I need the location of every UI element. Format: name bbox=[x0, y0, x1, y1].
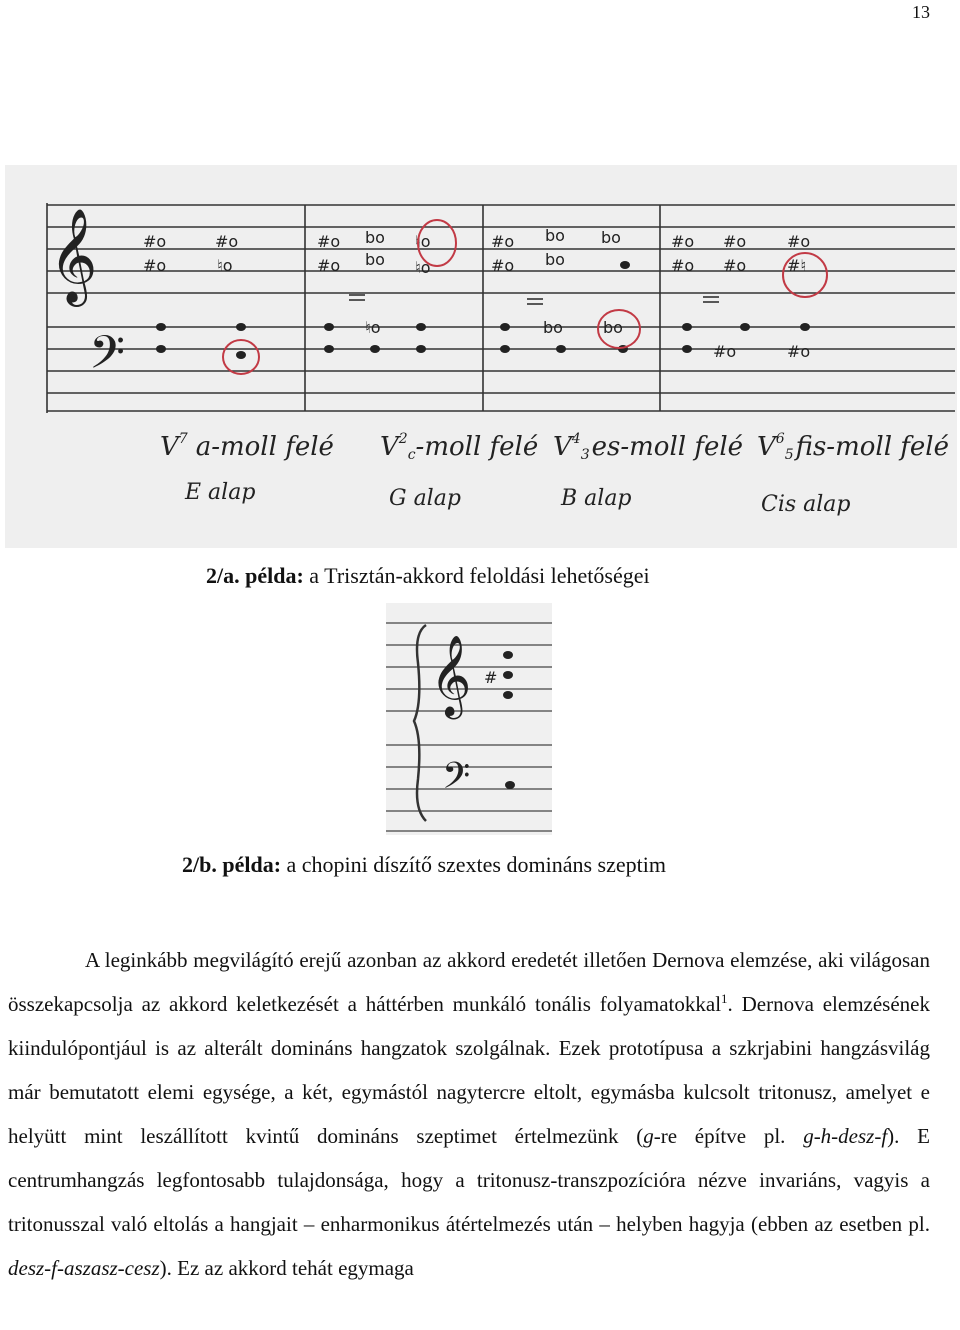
enharmonic-equals bbox=[349, 295, 719, 304]
svg-text:#o: #o bbox=[713, 342, 737, 361]
svg-text:#o: #o bbox=[671, 232, 695, 251]
svg-text:V43es-moll felé: $V^4_3es$-moll felé bbox=[553, 431, 744, 463]
svg-text:#o: #o bbox=[143, 232, 167, 251]
chord-noteheads bbox=[484, 651, 515, 789]
svg-text:E alap: E alap bbox=[185, 480, 256, 505]
label-row-1 bbox=[160, 431, 949, 463]
svg-text:#o: #o bbox=[671, 256, 695, 275]
svg-text:#o: #o bbox=[317, 256, 341, 275]
svg-text:B alap: B alap bbox=[561, 486, 632, 511]
svg-text:#: # bbox=[484, 668, 498, 687]
svg-text:#o: #o bbox=[723, 232, 747, 251]
label-row-2 bbox=[184, 480, 851, 517]
svg-text:#o: #o bbox=[491, 232, 515, 251]
svg-text:#o: #o bbox=[491, 256, 515, 275]
svg-text:bo: bo bbox=[601, 228, 621, 247]
svg-text:bo: bo bbox=[545, 226, 565, 245]
svg-text:bo: bo bbox=[545, 250, 565, 269]
bar-lines bbox=[47, 203, 660, 413]
svg-text:#o: #o bbox=[787, 232, 811, 251]
figure-2b-caption: 2/b. példa: a chopini díszítő szextes domináns szeptim bbox=[182, 852, 666, 877]
svg-text:bo: bo bbox=[365, 250, 385, 269]
bass-clef: 𝄢 bbox=[442, 755, 471, 806]
figure-2b-score-image bbox=[386, 603, 552, 835]
svg-text:#o: #o bbox=[723, 256, 747, 275]
svg-text:bo: bo bbox=[603, 318, 623, 337]
svg-text:#o: #o bbox=[143, 256, 167, 275]
svg-text:#o: #o bbox=[787, 342, 811, 361]
svg-text:#o: #o bbox=[215, 232, 239, 251]
svg-text:bo: bo bbox=[365, 228, 385, 247]
svg-text:#o: #o bbox=[317, 232, 341, 251]
treble-clef: 𝄞 bbox=[430, 634, 472, 716]
svg-text:Cis alap: Cis alap bbox=[761, 492, 851, 517]
footnote-ref[interactable]: 1 bbox=[721, 991, 728, 1006]
svg-text:G alap: G alap bbox=[389, 486, 461, 511]
svg-text:♮o: ♮o bbox=[365, 318, 381, 337]
svg-text:V7a-moll felé: $V^7$ a-moll felé bbox=[160, 431, 334, 462]
svg-text:V2c-moll felé: $V^2_c$-moll felé bbox=[380, 431, 539, 463]
svg-text:V65fis-moll felé: $V^6_5fis$-moll felé bbox=[757, 431, 950, 463]
svg-text:♮o: ♮o bbox=[415, 258, 431, 277]
svg-text:#♮: #♮ bbox=[787, 256, 807, 275]
bass-clef: 𝄢 bbox=[89, 326, 126, 391]
bass-staff bbox=[47, 327, 955, 411]
svg-text:bo: bo bbox=[543, 318, 563, 337]
page-number: 13 bbox=[912, 2, 930, 22]
svg-text:♮o: ♮o bbox=[415, 232, 431, 251]
treble-clef: 𝄞 bbox=[49, 208, 98, 303]
figure-2a-score-image bbox=[5, 165, 957, 548]
svg-text:♮o: ♮o bbox=[217, 256, 233, 275]
brace bbox=[414, 625, 426, 821]
figure-2a-caption: 2/a. példa: a Trisztán-akkord feloldási lehetőségei bbox=[206, 563, 650, 588]
body-paragraph: A leginkább megvilágító erejű azonban az akkord eredetét illetően Dernova elemzése, aki világosan összekapcsolja az akkord keletkezését a háttérben munkáló tonális folyamatokkal$^1$. Dernova elemzésének kiindulópontjául is az alterált domináns hangzatok szolgálnak. Ezek prototípusa a szkrjabini hangzásvilág már bemutatott elemi egysége, a két, egymástól nagytercre eltolt, egymásba kulcsolt tritonusz, amelyet e helyütt mint leszállított kvintű domináns szeptimet értelmezünk (g-re építve pl. g-h-desz-f). E centrumhangzás legfontosabb tulajdonsága, hogy a tritonusz-transzpozícióra nézve invariáns, vagyis a tritonusszal való eltolás a hangjait – enharmonikus átértelmezés után – helyben hagyja (ebben az esetben pl. desz-f-aszasz-cesz). Ez az akkord tehát egymaga bbox=[8, 948, 931, 1280]
